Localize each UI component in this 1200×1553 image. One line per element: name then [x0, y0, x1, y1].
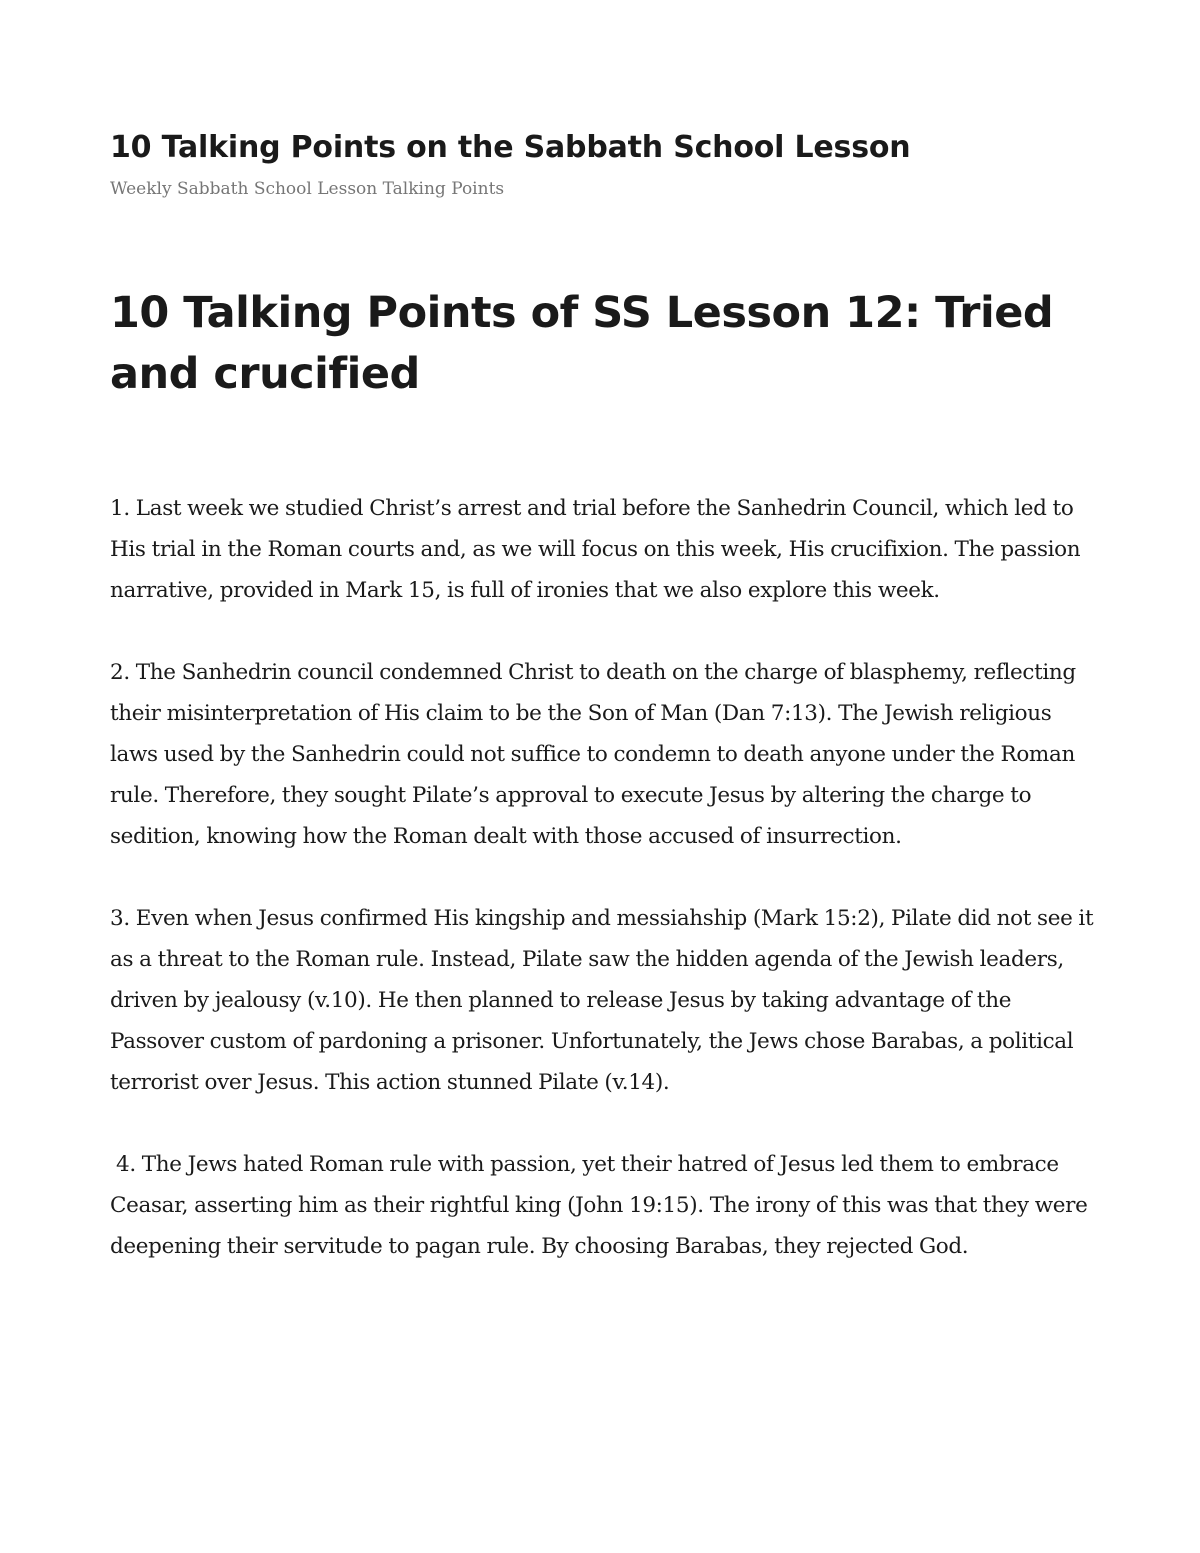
- site-tagline: Weekly Sabbath School Lesson Talking Points: [110, 179, 505, 199]
- post-content: [110, 488, 1100, 1308]
- post-title: 10 Talking Points of SS Lesson 12: Tried and crucified: [110, 288, 1054, 399]
- site-title[interactable]: 10 Talking Points on the Sabbath School Lesson: [110, 130, 911, 165]
- talking-point-4: 4. The Jews hated Roman rule with passion, yet their hatred of Jesus led them to embrace Ceasar, asserting him as their rightful king (John 19:15). The irony of this was that they were deepening their servitude to pagan rule. By choosing Barabas, they rejected God.: [110, 1152, 1094, 1259]
- talking-point-1: 1. Last week we studied Christ’s arrest and trial before the Sanhedrin Council, which led to His trial in the Roman courts and, as we will focus on this week, His crucifixion. The passion narrative, provided in Mark 15, is full of ironies that we also explore this week.: [110, 496, 1081, 603]
- talking-point-2: 2. The Sanhedrin council condemned Christ to death on the charge of blasphemy, reflecting their misinterpretation of His claim to be the Son of Man (Dan 7:13). The Jewish religious laws used by the Sanhedrin could not suffice to condemn to death anyone under the Roman rule. Therefore, they sought Pilate’s approval to execute Jesus by altering the charge to sedition, knowing how the Roman dealt with those accused of insurrection.: [110, 660, 1076, 849]
- talking-point-3: 3. Even when Jesus confirmed His kingship and messiahship (Mark 15:2), Pilate did not see it as a threat to the Roman rule. Instead, Pilate saw the hidden agenda of the Jewish leaders, driven by jealousy (v.10). He then planned to release Jesus by taking advantage of the Passover custom of pardoning a prisoner. Unfortunately, the Jews chose Barabas, a political terrorist over Jesus. This action stunned Pilate (v.14).: [110, 906, 1094, 1095]
